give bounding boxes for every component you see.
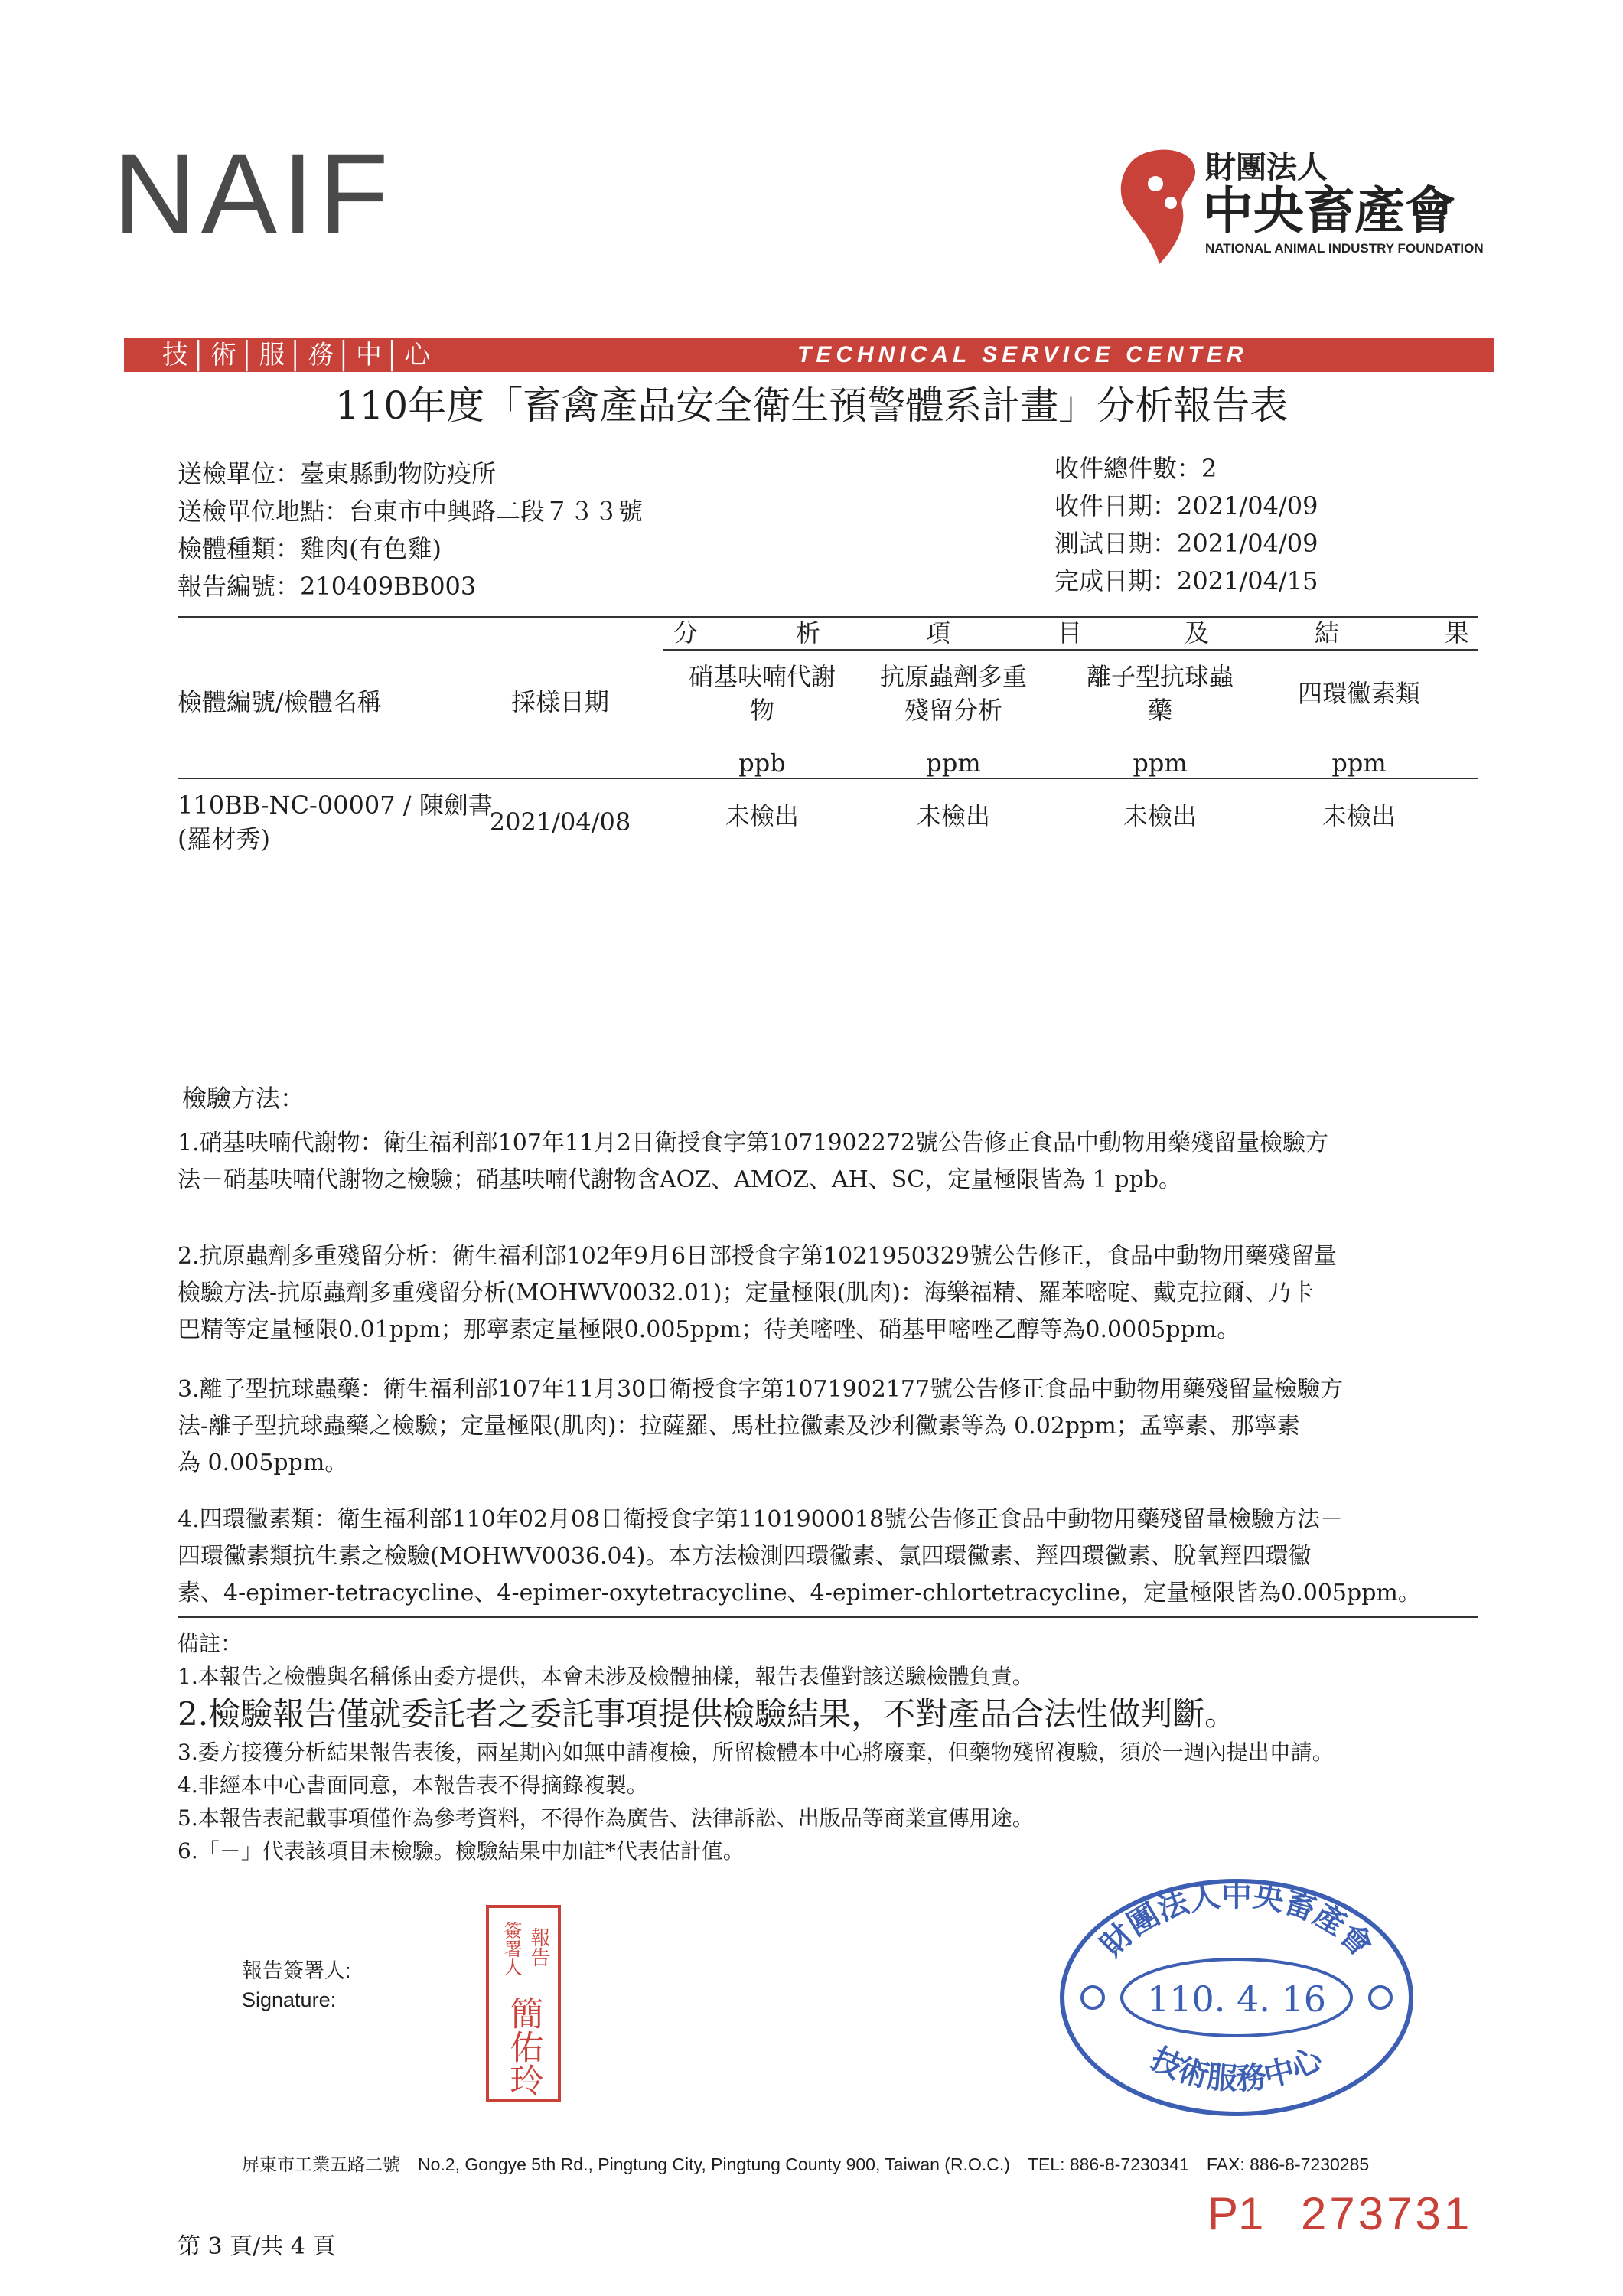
group-header-char: 析 — [796, 618, 821, 647]
serial-number: 273731 — [1301, 2188, 1473, 2239]
result-cell: 未檢出 — [1123, 801, 1197, 830]
result-cell: 未檢出 — [916, 801, 990, 830]
report-number: 報告編號：210409BB003 — [178, 572, 477, 601]
footer-address: 屏東市工業五路二號 No.2, Gongye 5th Rd., Pingtung City, Pingtung County 900, Taiwan (R.O.C.) TEL: 886-8-7230341 FAX: 886-8-7230285 — [242, 2154, 1370, 2174]
group-header-char: 項 — [926, 618, 951, 647]
svg-text:財團法人中央畜產會: 財團法人中央畜產會 — [1093, 1877, 1380, 1964]
sender-address: 送檢單位地點：台東市中興路二段７３３號 — [178, 497, 644, 526]
signatory-stamp — [485, 1904, 562, 2103]
report-title: 110年度「畜禽產品安全衛生預警體系計畫」分析報告表 — [334, 383, 1289, 428]
remark-5: 5.本報告表記載事項僅作為參考資料，不得作為廣告、法律訴訟、出版品等商業宣傳用途。 — [178, 1805, 1034, 1831]
sender-info — [178, 455, 643, 605]
remark-6: 6.「－」代表該項目未檢驗。檢驗結果中加註*代表估計值。 — [178, 1838, 745, 1864]
remark-2: 2.檢驗報告僅就委託者之委託事項提供檢驗結果，不對產品合法性做判斷。 — [178, 1695, 1237, 1733]
unit-item-2: ppm — [926, 748, 981, 778]
sample-type: 檢體種類：雞肉(有色雞) — [178, 534, 442, 563]
svg-text:技術服務中心: 技術服務中心 — [1145, 2040, 1328, 2098]
org-zh-small: 財團法人 — [1205, 150, 1328, 185]
group-header-char: 分 — [673, 618, 699, 647]
col-header-sample-id: 檢體編號/檢體名稱 — [178, 687, 382, 716]
svg-text:報告: 報告 — [527, 1927, 550, 1967]
technical-service-band — [124, 338, 1494, 372]
unit-item-1: ppb — [738, 748, 786, 778]
remark-1: 1.本報告之檢體與名稱係由委方提供，本會未涉及檢體抽樣，報告表僅對該送驗檢體負責。 — [178, 1664, 1034, 1689]
col-header-item-4: 四環黴素類 — [1297, 679, 1420, 708]
foundation-logo — [1102, 130, 1500, 276]
org-en: NATIONAL ANIMAL INDUSTRY FOUNDATION — [1205, 241, 1484, 256]
svg-text:簡佑玲: 簡佑玲 — [504, 1996, 543, 2097]
col-header-sampling-date: 採樣日期 — [510, 687, 609, 716]
group-header-char: 結 — [1315, 618, 1340, 647]
result-cell: 未檢出 — [725, 801, 799, 830]
table-top-rule — [178, 616, 1478, 618]
received-date: 收件日期：2021/04/09 — [1054, 491, 1318, 520]
unit-item-4: ppm — [1331, 748, 1387, 778]
sampling-date-cell: 2021/04/08 — [489, 807, 631, 837]
org-zh: 中央畜產會 — [1203, 181, 1455, 240]
group-header-char: 果 — [1445, 618, 1470, 647]
page-number: 第 3 頁/共 4 頁 — [178, 2233, 336, 2260]
sender-unit: 送檢單位：臺東縣動物防疫所 — [178, 459, 497, 488]
svg-text:簽署人: 簽署人 — [500, 1921, 522, 1976]
method-1: 1.硝基呋喃代謝物：衛生福利部107年11月2日衛授食字第1071902272號公告修正食品中動物用藥殘留量檢驗方 法－硝基呋喃代謝物之檢驗；硝基呋喃代謝物含AOZ、AMOZ、AH、SC，定量極限皆為 1 ppb。 — [178, 1130, 1329, 1193]
official-seal — [1053, 1875, 1420, 2120]
col-header-item-1: 硝基呋喃代謝 物 — [688, 662, 836, 725]
signature-label: 報告簽署人: Signature: — [242, 1959, 351, 2011]
col-header-item-2: 抗原蟲劑多重 殘留分析 — [879, 662, 1027, 725]
taiwan-emblem-icon — [1121, 150, 1195, 264]
emblem-icon — [1370, 1987, 1391, 2008]
method-2: 2.抗原蟲劑多重殘留分析：衛生福利部102年9月6日部授食字第1021950329號公告修正，食品中動物用藥殘留量 檢驗方法-抗原蟲劑多重殘留分析(MOHWV0032.01)；定量極限(肌肉)：海樂福精、羅苯嘧啶、戴克拉爾、乃卡 巴精等定量極限0.01ppm；那寧素定量極限0.005ppm；待美嘧唑、硝基甲嘧唑乙醇等為0.0005ppm。 — [178, 1243, 1337, 1343]
methods-title: 檢驗方法： — [182, 1084, 305, 1113]
remarks — [178, 1627, 1478, 1867]
col-header-item-3: 離子型抗球蟲 藥 — [1086, 662, 1234, 725]
remarks-title: 備註： — [178, 1631, 243, 1656]
unit-item-3: ppm — [1133, 748, 1188, 778]
emblem-icon — [1082, 1987, 1103, 2008]
seal-date: 110. 4. 16 — [1146, 1978, 1327, 2020]
naif-logo-text: NAIF — [113, 129, 393, 258]
group-header-char: 及 — [1185, 618, 1210, 647]
method-4: 4.四環黴素類：衛生福利部110年02月08日衛授食字第1101900018號公告修正食品中動物用藥殘留量檢驗方法－ 四環黴素類抗生素之檢驗(MOHWV0036.04)。本方法檢測四環黴素、氯四環黴素、羥四環黴素、脫氧羥四環黴 素、4-epimer-tetracycline、4-epimer-oxytetracycline、4-epimer-chlortetracycline，定量極限皆為0.005ppm。 — [178, 1506, 1421, 1606]
remark-4: 4.非經本中心書面同意，本報告表不得摘錄複製。 — [178, 1773, 648, 1798]
band-en-label: TECHNICAL SERVICE CENTER — [797, 342, 1248, 367]
total-received: 收件總件數：2 — [1054, 454, 1217, 483]
remarks-rule — [178, 1616, 1478, 1618]
receipt-info — [1054, 450, 1318, 600]
method-3: 3.離子型抗球蟲藥：衛生福利部107年11月30日衛授食字第1071902177號公告修正食品中動物用藥殘留量檢驗方 法-離子型抗球蟲藥之檢驗；定量極限(肌肉)：拉薩羅、馬杜拉黴素及沙利黴素等為 0.02ppm；孟寧素、那寧素 為 0.005ppm。 — [178, 1376, 1344, 1476]
serial-prefix: P1 — [1207, 2188, 1264, 2239]
completion-date: 完成日期：2021/04/15 — [1054, 566, 1318, 595]
test-date: 測試日期：2021/04/09 — [1054, 529, 1318, 558]
remark-3: 3.委方接獲分析結果報告表後，兩星期內如無申請複檢，所留檢體本中心將廢棄，但藥物殘留複驗，須於一週內提出申請。 — [178, 1740, 1334, 1765]
result-cell: 未檢出 — [1322, 801, 1396, 830]
sample-id-cell: 110BB-NC-00007 / 陳劍書 (羅材秀) — [178, 791, 493, 853]
group-header-char: 目 — [1058, 618, 1083, 647]
band-zh-label: 技│術│服│務│中│心 — [162, 341, 434, 370]
